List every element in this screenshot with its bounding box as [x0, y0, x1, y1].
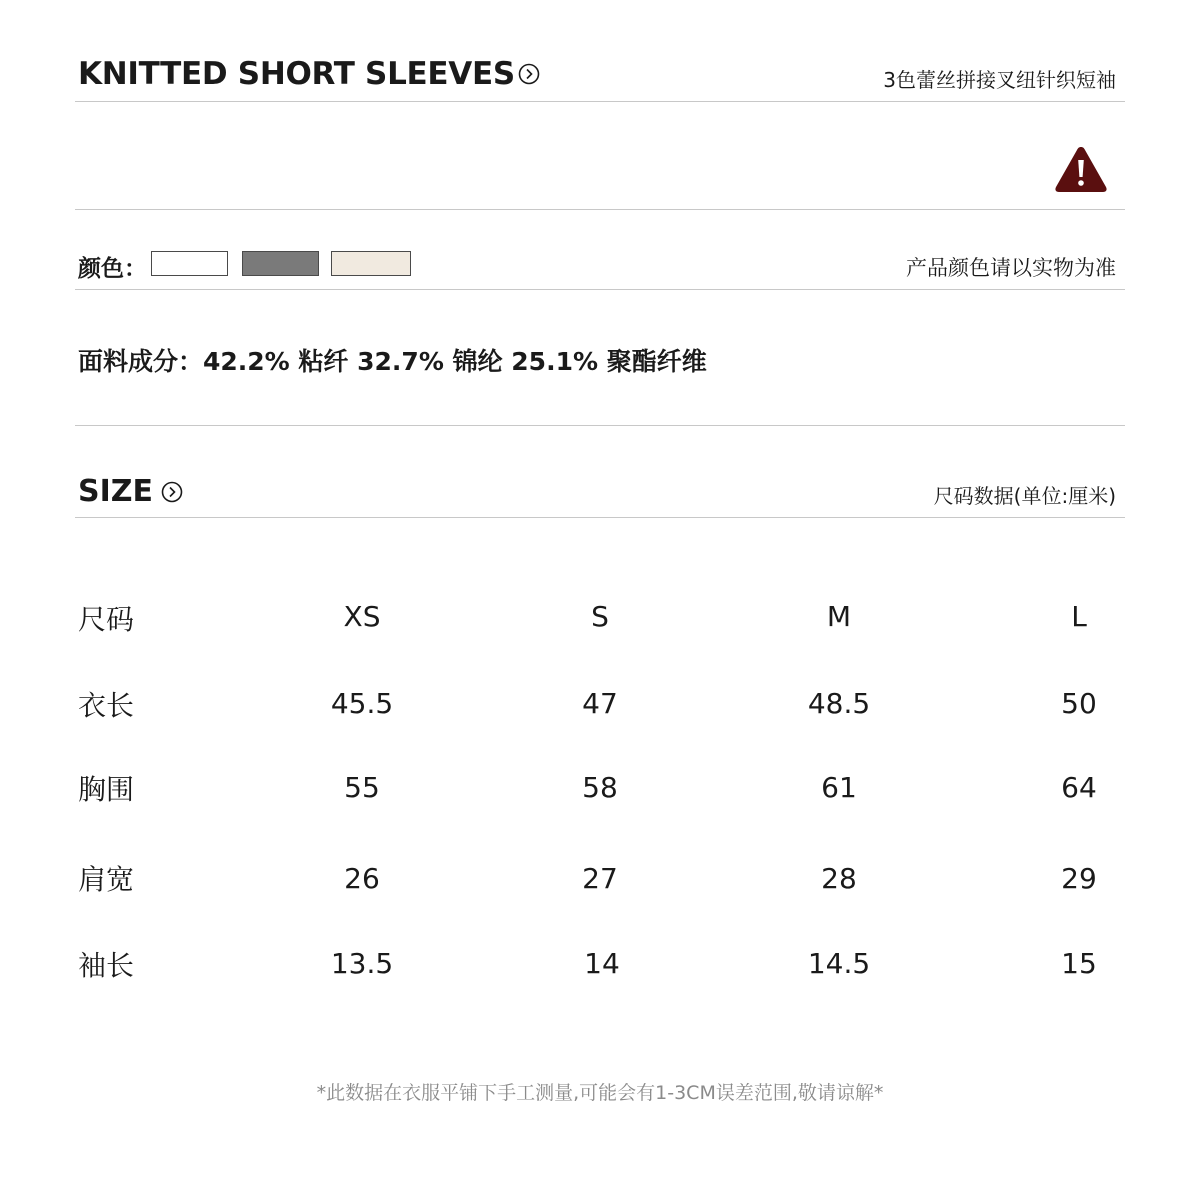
product-title-text: KNITTED SHORT SLEEVES [78, 56, 515, 92]
table-cell: 48.5 [807, 687, 871, 720]
table-cell: 28 [821, 862, 857, 895]
table-cell: 14.5 [807, 947, 871, 980]
table-cell: 58 [582, 771, 618, 804]
table-cell: 14 [584, 947, 620, 980]
color-disclaimer: 产品颜色请以实物为准 [906, 256, 1116, 280]
color-label: 颜色： [78, 256, 147, 282]
fabric-composition: 面料成分：42.2% 粘纤 32.7% 锦纶 25.1% 聚酯纤维 [78, 347, 707, 376]
table-cell: 45.5 [330, 687, 394, 720]
product-title [78, 56, 540, 92]
table-cell: 50 [1061, 687, 1097, 720]
table-cell: 15 [1061, 947, 1097, 980]
divider [75, 209, 1125, 210]
row-label-length: 衣长 [78, 689, 135, 722]
size-header-m: M [826, 600, 852, 633]
chevron-right-circle-icon [518, 63, 540, 85]
divider [75, 101, 1125, 102]
table-cell: 13.5 [330, 947, 394, 980]
table-cell: 26 [344, 862, 380, 895]
divider [75, 425, 1125, 426]
table-cell: 47 [582, 687, 618, 720]
table-cell: 64 [1061, 771, 1097, 804]
color-swatch-white[interactable] [151, 251, 228, 276]
color-swatch-gray[interactable] [242, 251, 319, 276]
size-header-l: L [1071, 600, 1087, 633]
table-cell: 29 [1061, 862, 1097, 895]
row-label-chest: 胸围 [78, 773, 135, 806]
warning-triangle-icon [1053, 144, 1109, 194]
product-subtitle: 3色蕾丝拼接叉纽针织短袖 [883, 68, 1116, 92]
size-header-xs: XS [343, 600, 381, 633]
size-title-text: SIZE [78, 474, 154, 509]
measurement-footnote: *此数据在衣服平铺下手工测量,可能会有1-3CM误差范围,敬请谅解* [316, 1082, 884, 1104]
table-cell: 61 [821, 771, 857, 804]
divider [75, 517, 1125, 518]
size-unit-note: 尺码数据(单位:厘米) [933, 484, 1116, 508]
row-label-sleeve: 袖长 [78, 949, 135, 982]
table-cell: 55 [344, 771, 380, 804]
divider [75, 289, 1125, 290]
size-header-s: S [591, 600, 609, 633]
table-cell: 27 [582, 862, 618, 895]
color-swatch-cream[interactable] [331, 251, 411, 276]
row-label-shoulder: 肩宽 [78, 863, 135, 896]
chevron-right-circle-icon [161, 481, 183, 503]
size-section-title [78, 474, 183, 509]
size-header-label: 尺码 [78, 603, 135, 636]
